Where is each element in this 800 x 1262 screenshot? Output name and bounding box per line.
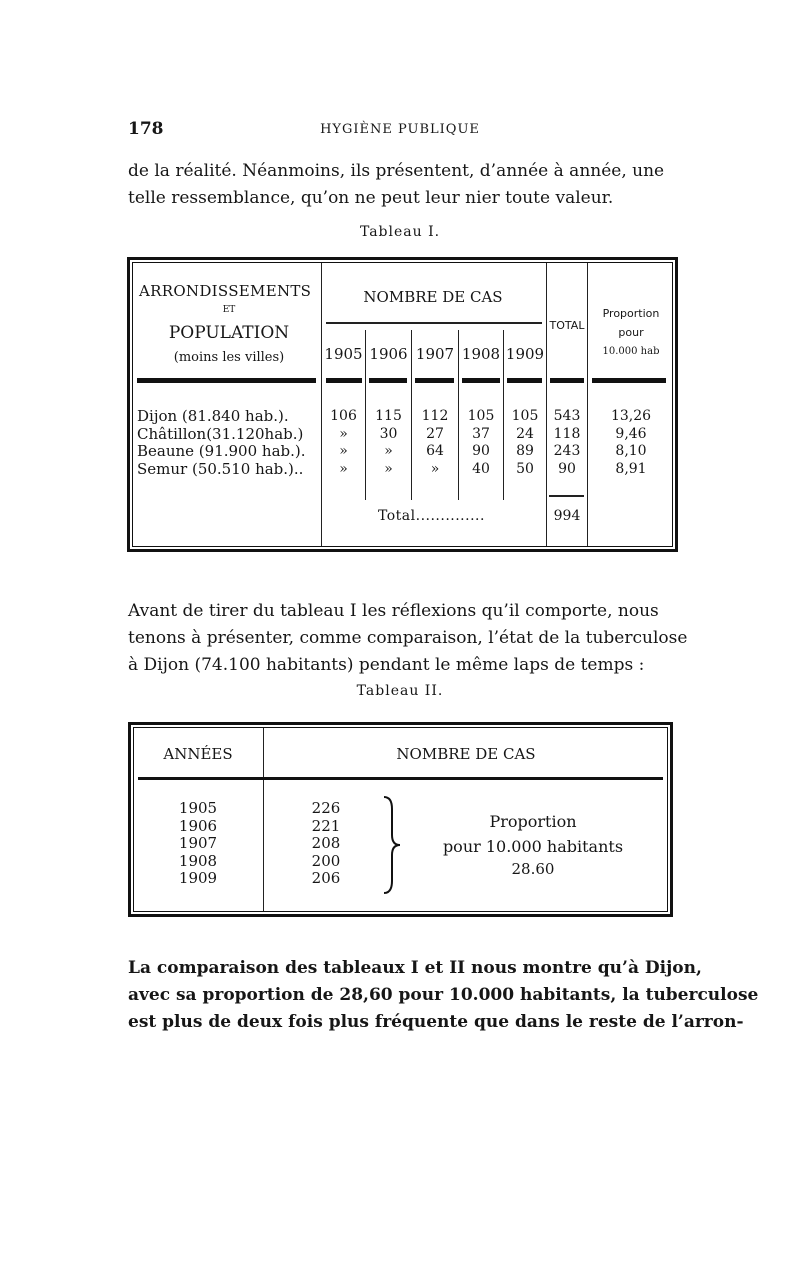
table-cell: » xyxy=(384,460,393,477)
table-cell: 1907 xyxy=(178,834,218,852)
table1-year-1908: 1908 xyxy=(461,345,501,363)
table-cell: 37 xyxy=(472,425,490,442)
table-cell: » xyxy=(384,443,393,459)
table1-rule xyxy=(587,263,588,546)
table1-header-band xyxy=(550,378,584,383)
table1-header-band xyxy=(592,378,666,383)
table1-col-1909 xyxy=(504,408,546,478)
table-cell: 106 xyxy=(330,408,357,424)
table-cell: 221 xyxy=(311,816,341,835)
table-cell: 1906 xyxy=(178,816,218,835)
table2-proportion-value: 28.60 xyxy=(511,860,555,878)
table-cell: » xyxy=(339,425,348,442)
table-cell: 208 xyxy=(311,834,341,852)
table1-header-band xyxy=(415,378,454,383)
table1-header-nombre-de-cas: NOMBRE DE CAS xyxy=(363,288,503,306)
table1-year-1905: 1905 xyxy=(324,345,363,363)
table1-header-band xyxy=(507,378,542,383)
table-cell: 1908 xyxy=(178,851,218,870)
table-cell: » xyxy=(339,443,348,459)
paragraph-line: tenons à présenter, comme comparaison, l’état de la tuberculose xyxy=(128,628,688,648)
table-cell: 112 xyxy=(421,408,449,424)
table-cell: 40 xyxy=(472,460,490,477)
paragraph-line: de la réalité. Néanmoins, ils présentent, d’année à année, une xyxy=(128,161,665,181)
table-cell: 90 xyxy=(472,443,490,459)
table-cell: 50 xyxy=(516,460,534,477)
row-label: Dijon (81.840 hab.). xyxy=(137,407,289,425)
table1-total-label: Total.............. xyxy=(378,508,485,524)
table-cell: 8,91 xyxy=(615,460,647,477)
table1-rule xyxy=(546,263,547,546)
table-cell: 105 xyxy=(467,408,495,424)
table-cell: 9,46 xyxy=(615,425,647,442)
table1-header-moins-villes: (moins les villes) xyxy=(173,350,285,365)
table-cell: » xyxy=(430,460,440,477)
table1-rule xyxy=(326,322,542,324)
table1-col-1908 xyxy=(459,408,503,478)
table1-header-10000-hab: 10.000 hab xyxy=(602,346,660,357)
table-cell: 64 xyxy=(426,443,444,459)
table1-header-et: ET xyxy=(222,305,236,315)
table1-header-total: TOTAL xyxy=(549,319,585,332)
table1-col-proportion xyxy=(589,408,673,478)
table-cell: » xyxy=(339,460,348,477)
table1-rule xyxy=(549,495,584,497)
table-cell: 27 xyxy=(426,425,444,442)
table2-header-annees: ANNÉES xyxy=(163,745,233,763)
table1-row-labels xyxy=(137,408,306,478)
table-cell: 13,26 xyxy=(610,408,652,424)
table-cell: 243 xyxy=(553,443,581,459)
paragraph-3 xyxy=(128,955,759,1036)
table1-year-1906: 1906 xyxy=(369,345,408,363)
table-cell: 90 xyxy=(558,460,576,477)
row-label: Semur (50.510 hab.).. xyxy=(137,459,304,478)
table-cell: 226 xyxy=(311,799,341,817)
table1-col-total xyxy=(547,408,587,478)
table2-header-rule xyxy=(138,777,663,780)
table2-caption: Tableau II. xyxy=(356,683,444,699)
running-title: HYGIÈNE PUBLIQUE xyxy=(320,122,480,137)
table1-year-1909: 1909 xyxy=(505,345,545,363)
table-cell: 1909 xyxy=(178,869,218,887)
table1-header-band xyxy=(137,378,316,383)
brace-icon xyxy=(380,795,402,895)
paragraph-1 xyxy=(128,158,668,212)
table-cell: 543 xyxy=(553,408,581,424)
paragraph-line: Avant de tirer du tableau I les réflexions qu’il comporte, nous xyxy=(128,601,659,621)
table2-col-years xyxy=(134,800,262,888)
table1-col-1905 xyxy=(322,408,365,478)
table-cell: 200 xyxy=(311,851,341,870)
table2-header-nombre-de-cas: NOMBRE DE CAS xyxy=(396,745,536,763)
table-cell: 89 xyxy=(516,443,534,459)
table-cell: 1905 xyxy=(178,799,218,817)
table1-header-band xyxy=(369,378,407,383)
row-label: Beaune (91.900 hab.). xyxy=(137,442,306,460)
table1-col-1907 xyxy=(412,408,458,478)
table-cell: 24 xyxy=(516,425,534,442)
table-cell: 118 xyxy=(553,425,581,442)
table1-header-band xyxy=(462,378,500,383)
table1-col-1906 xyxy=(366,408,411,478)
row-label: Châtillon(31.120hab.) xyxy=(137,424,304,443)
table1-header-pour: pour xyxy=(618,326,644,339)
table-cell: 115 xyxy=(375,408,402,424)
table1-header-arrondissements: ARRONDISSEMENTS xyxy=(139,282,312,300)
table1-header-population: POPULATION xyxy=(168,323,290,343)
table1-header-band xyxy=(326,378,362,383)
table-cell: 8,10 xyxy=(615,443,647,459)
table-cell: 105 xyxy=(511,408,539,424)
paragraph-2 xyxy=(128,598,688,679)
table1-grand-total: 994 xyxy=(553,508,581,524)
table2-proportion-label: Proportion xyxy=(489,812,577,831)
table1-header-proportion: Proportion xyxy=(602,307,660,320)
paragraph-line: avec sa proportion de 28,60 pour 10.000 habitants, la tuberculose xyxy=(128,985,759,1005)
paragraph-line: à Dijon (74.100 habitants) pendant le même laps de temps : xyxy=(128,655,645,675)
table1-caption: Tableau I. xyxy=(359,224,441,240)
paragraph-line: est plus de deux fois plus fréquente que dans le reste de l’arron- xyxy=(128,1012,744,1032)
table2-proportion-pour: pour 10.000 habitants xyxy=(442,837,624,856)
table-cell: 30 xyxy=(379,425,398,442)
table-cell: 206 xyxy=(311,869,341,887)
paragraph-line: La comparaison des tableaux I et II nous montre qu’à Dijon, xyxy=(128,958,702,978)
table1-year-1907: 1907 xyxy=(415,345,455,363)
paragraph-line: telle ressemblance, qu’on ne peut leur nier toute valeur. xyxy=(128,188,614,208)
page-number: 178 xyxy=(128,119,164,139)
table2-col-cases xyxy=(295,800,357,888)
